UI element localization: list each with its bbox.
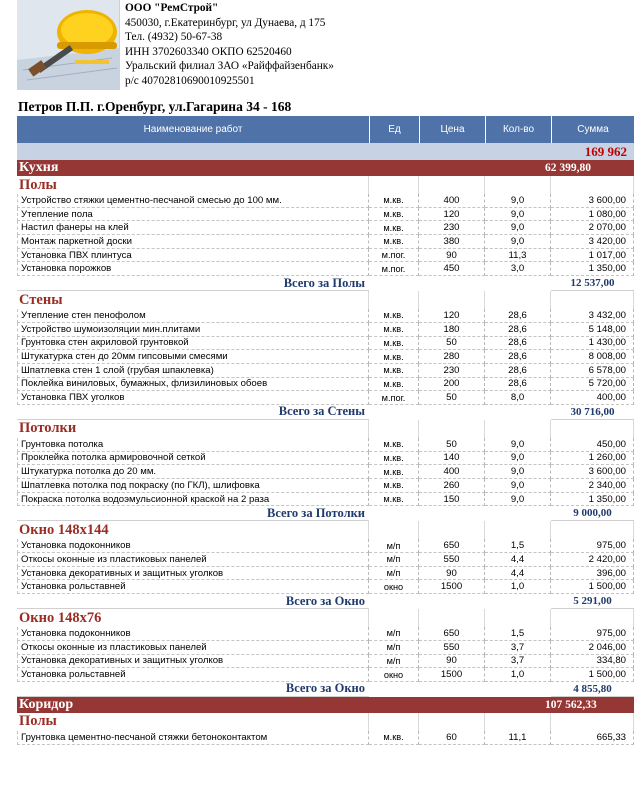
amount: 1 260,00 bbox=[551, 452, 634, 466]
amount: 3 420,00 bbox=[551, 235, 634, 249]
table-row bbox=[17, 627, 634, 641]
section-spacer bbox=[369, 713, 419, 731]
subtotal-label: Всего за Окно bbox=[17, 682, 369, 697]
work-name: Монтаж паркетной доски bbox=[17, 235, 369, 249]
work-name: Поклейка виниловых, бумажных, флизилиновых обоев bbox=[17, 378, 369, 392]
quantity: 11,1 bbox=[485, 731, 551, 745]
unit: м.кв. bbox=[369, 350, 419, 364]
amount: 6 578,00 bbox=[551, 364, 634, 378]
unit: м.кв. bbox=[369, 465, 419, 479]
amount: 1 080,00 bbox=[551, 208, 634, 222]
unit: м.кв. bbox=[369, 323, 419, 337]
section-spacer bbox=[419, 713, 485, 731]
section-spacer bbox=[485, 713, 551, 731]
subtotal-label: Всего за Потолки bbox=[17, 506, 369, 521]
subtotal-value: 12 537,00 bbox=[551, 276, 634, 291]
unit: м.кв. bbox=[369, 337, 419, 351]
section-title: Потолки bbox=[17, 420, 369, 438]
company-name: ООО "РемСтрой" bbox=[125, 2, 219, 14]
price: 90 bbox=[419, 655, 485, 669]
price: 200 bbox=[419, 378, 485, 392]
header-name: Наименование работ bbox=[143, 124, 243, 135]
amount: 1 017,00 bbox=[551, 249, 634, 263]
unit: м.кв. bbox=[369, 479, 419, 493]
quantity: 9,0 bbox=[485, 493, 551, 507]
price: 180 bbox=[419, 323, 485, 337]
work-name: Штукатурка стен до 20мм гипсовыми смесями bbox=[17, 350, 369, 364]
section-spacer bbox=[485, 291, 551, 309]
price: 380 bbox=[419, 235, 485, 249]
table-row bbox=[17, 465, 634, 479]
section-spacer bbox=[551, 609, 634, 627]
work-name: Настил фанеры на клей bbox=[17, 221, 369, 235]
section-header bbox=[17, 713, 634, 731]
quantity: 28,6 bbox=[485, 364, 551, 378]
quantity: 1,5 bbox=[485, 627, 551, 641]
section-spacer bbox=[485, 176, 551, 194]
subtotal-value: 4 855,80 bbox=[551, 682, 634, 697]
table-row bbox=[17, 391, 634, 405]
unit: м.кв. bbox=[369, 221, 419, 235]
amount: 396,00 bbox=[551, 567, 634, 581]
work-name: Установка рольставней bbox=[17, 668, 369, 682]
room-total: 107 562,33 bbox=[545, 698, 597, 711]
section-spacer bbox=[485, 420, 551, 438]
table-row bbox=[17, 262, 634, 276]
quantity: 9,0 bbox=[485, 194, 551, 208]
quantity: 8,0 bbox=[485, 391, 551, 405]
unit: м/п bbox=[369, 627, 419, 641]
quantity: 28,6 bbox=[485, 309, 551, 323]
work-name: Установка рольставней bbox=[17, 580, 369, 594]
work-name: Грунтовка стен акриловой грунтовкой bbox=[17, 337, 369, 351]
unit: м.кв. bbox=[369, 194, 419, 208]
table-row bbox=[17, 479, 634, 493]
section-spacer bbox=[369, 521, 419, 539]
amount: 1 350,00 bbox=[551, 493, 634, 507]
section-subtotal-row bbox=[17, 405, 634, 420]
amount: 3 600,00 bbox=[551, 194, 634, 208]
work-name: Откосы оконные из пластиковых панелей bbox=[17, 553, 369, 567]
table-row bbox=[17, 364, 634, 378]
table-row bbox=[17, 350, 634, 364]
section-spacer bbox=[369, 291, 419, 309]
amount: 3 432,00 bbox=[551, 309, 634, 323]
unit: м.кв. bbox=[369, 493, 419, 507]
table-row bbox=[17, 438, 634, 452]
section-subtotal-row bbox=[17, 506, 634, 521]
header-qty: Кол-во bbox=[485, 116, 551, 143]
work-name: Откосы оконные из пластиковых панелей bbox=[17, 641, 369, 655]
header-price: Цена bbox=[419, 116, 485, 143]
price: 550 bbox=[419, 641, 485, 655]
subtotal-value: 30 716,00 bbox=[551, 405, 634, 420]
price: 400 bbox=[419, 465, 485, 479]
amount: 665,33 bbox=[551, 731, 634, 745]
amount: 2 340,00 bbox=[551, 479, 634, 493]
amount: 450,00 bbox=[551, 438, 634, 452]
quantity: 9,0 bbox=[485, 479, 551, 493]
table-row bbox=[17, 553, 634, 567]
unit: м.пог. bbox=[369, 249, 419, 263]
room-name: Коридор bbox=[19, 696, 74, 712]
section-title: Полы bbox=[17, 176, 369, 194]
unit: окно bbox=[369, 668, 419, 682]
section-title: Окно 148х144 bbox=[17, 521, 369, 539]
unit: м.кв. bbox=[369, 452, 419, 466]
client-info: Петров П.П. г.Оренбург, ул.Гагарина 34 - 168 bbox=[18, 99, 292, 114]
work-name: Утепление стен пенофолом bbox=[17, 309, 369, 323]
unit: окно bbox=[369, 580, 419, 594]
section-spacer bbox=[419, 420, 485, 438]
table-row bbox=[17, 641, 634, 655]
quantity: 1,0 bbox=[485, 580, 551, 594]
section-spacer bbox=[485, 521, 551, 539]
section-title: Стены bbox=[17, 291, 369, 309]
table-row bbox=[17, 208, 634, 222]
quantity: 9,0 bbox=[485, 208, 551, 222]
subtotal-value: 9 000,00 bbox=[551, 506, 634, 521]
work-name: Шпатлевка потолка под покраску (по ГКЛ), шлифовка bbox=[17, 479, 369, 493]
section-spacer bbox=[419, 291, 485, 309]
quantity: 11,3 bbox=[485, 249, 551, 263]
section-spacer bbox=[369, 609, 419, 627]
subtotal-label: Всего за Полы bbox=[17, 276, 369, 291]
table-row bbox=[17, 194, 634, 208]
work-name: Проклейка потолка армировочной сеткой bbox=[17, 452, 369, 466]
amount: 2 420,00 bbox=[551, 553, 634, 567]
section-header bbox=[17, 609, 634, 627]
section-spacer bbox=[419, 521, 485, 539]
amount: 5 148,00 bbox=[551, 323, 634, 337]
company-account: р/с 40702810690010925501 bbox=[125, 74, 255, 87]
price: 650 bbox=[419, 539, 485, 553]
price: 260 bbox=[419, 479, 485, 493]
quantity: 28,6 bbox=[485, 337, 551, 351]
work-name: Покраска потолка водоэмульсионной краской на 2 раза bbox=[17, 493, 369, 507]
company-logo bbox=[17, 0, 120, 90]
price: 150 bbox=[419, 493, 485, 507]
header-sum: Сумма bbox=[551, 116, 634, 143]
quantity: 9,0 bbox=[485, 235, 551, 249]
table-row bbox=[17, 580, 634, 594]
work-name: Устройство шумоизоляции мин.плитами bbox=[17, 323, 369, 337]
subtotal-value: 5 291,00 bbox=[551, 594, 634, 609]
quantity: 28,6 bbox=[485, 323, 551, 337]
price: 120 bbox=[419, 309, 485, 323]
section-spacer bbox=[419, 176, 485, 194]
section-header bbox=[17, 291, 634, 309]
price: 50 bbox=[419, 337, 485, 351]
work-name: Установка ПВХ уголков bbox=[17, 391, 369, 405]
table-row bbox=[17, 567, 634, 581]
unit: м.кв. bbox=[369, 731, 419, 745]
section-spacer bbox=[369, 420, 419, 438]
section-spacer bbox=[551, 291, 634, 309]
price: 230 bbox=[419, 364, 485, 378]
price: 450 bbox=[419, 262, 485, 276]
section-subtotal-row bbox=[17, 594, 634, 609]
unit: м/п bbox=[369, 553, 419, 567]
price: 550 bbox=[419, 553, 485, 567]
header-unit: Ед bbox=[369, 116, 419, 143]
table-row bbox=[17, 493, 634, 507]
unit: м.кв. bbox=[369, 208, 419, 222]
estimate-table bbox=[17, 116, 634, 745]
quantity: 4,4 bbox=[485, 567, 551, 581]
room-header bbox=[17, 697, 634, 713]
price: 230 bbox=[419, 221, 485, 235]
price: 400 bbox=[419, 194, 485, 208]
unit: м/п bbox=[369, 655, 419, 669]
section-title: Полы bbox=[17, 713, 369, 731]
amount: 975,00 bbox=[551, 539, 634, 553]
price: 140 bbox=[419, 452, 485, 466]
table-row bbox=[17, 378, 634, 392]
amount: 3 600,00 bbox=[551, 465, 634, 479]
price: 650 bbox=[419, 627, 485, 641]
grand-total-row bbox=[17, 143, 634, 160]
section-spacer bbox=[551, 521, 634, 539]
quantity: 9,0 bbox=[485, 452, 551, 466]
price: 280 bbox=[419, 350, 485, 364]
company-ids: ИНН 3702603340 ОКПО 62520460 bbox=[125, 45, 292, 58]
unit: м.кв. bbox=[369, 364, 419, 378]
table-row bbox=[17, 337, 634, 351]
price: 90 bbox=[419, 567, 485, 581]
amount: 400,00 bbox=[551, 391, 634, 405]
room-name: Кухня bbox=[19, 160, 59, 175]
unit: м.кв. bbox=[369, 378, 419, 392]
work-name: Грунтовка потолка bbox=[17, 438, 369, 452]
price: 50 bbox=[419, 438, 485, 452]
table-row bbox=[17, 323, 634, 337]
price: 60 bbox=[419, 731, 485, 745]
grand-total: 169 962 bbox=[584, 143, 627, 159]
section-spacer bbox=[485, 609, 551, 627]
unit: м/п bbox=[369, 567, 419, 581]
amount: 8 008,00 bbox=[551, 350, 634, 364]
work-name: Установка декоративных и защитных уголков bbox=[17, 655, 369, 669]
section-header bbox=[17, 521, 634, 539]
company-details bbox=[125, 1, 334, 89]
section-subtotal-row bbox=[17, 682, 634, 697]
quantity: 28,6 bbox=[485, 378, 551, 392]
table-row bbox=[17, 655, 634, 669]
room-header bbox=[17, 160, 634, 176]
amount: 334,80 bbox=[551, 655, 634, 669]
work-name: Утепление пола bbox=[17, 208, 369, 222]
price: 50 bbox=[419, 391, 485, 405]
work-name: Установка подоконников bbox=[17, 539, 369, 553]
unit: м/п bbox=[369, 641, 419, 655]
quantity: 1,0 bbox=[485, 668, 551, 682]
quantity: 3,7 bbox=[485, 641, 551, 655]
amount: 1 430,00 bbox=[551, 337, 634, 351]
amount: 1 350,00 bbox=[551, 262, 634, 276]
section-spacer bbox=[551, 176, 634, 194]
amount: 1 500,00 bbox=[551, 580, 634, 594]
table-row bbox=[17, 539, 634, 553]
quantity: 1,5 bbox=[485, 539, 551, 553]
section-spacer bbox=[419, 609, 485, 627]
quantity: 9,0 bbox=[485, 438, 551, 452]
quantity: 3,0 bbox=[485, 262, 551, 276]
section-spacer bbox=[551, 420, 634, 438]
price: 120 bbox=[419, 208, 485, 222]
amount: 5 720,00 bbox=[551, 378, 634, 392]
work-name: Установка декоративных и защитных уголков bbox=[17, 567, 369, 581]
table-row bbox=[17, 309, 634, 323]
quantity: 9,0 bbox=[485, 465, 551, 479]
amount: 1 500,00 bbox=[551, 668, 634, 682]
table-row bbox=[17, 452, 634, 466]
work-name: Грунтовка цементно-песчаной стяжки бетоноконтактом bbox=[17, 731, 369, 745]
work-name: Установка порожков bbox=[17, 262, 369, 276]
subtotal-label: Всего за Стены bbox=[17, 405, 369, 420]
unit: м.пог. bbox=[369, 262, 419, 276]
price: 90 bbox=[419, 249, 485, 263]
work-name: Установка ПВХ плинтуса bbox=[17, 249, 369, 263]
amount: 2 070,00 bbox=[551, 221, 634, 235]
section-header bbox=[17, 420, 634, 438]
table-row bbox=[17, 731, 634, 745]
price: 1500 bbox=[419, 668, 485, 682]
section-spacer bbox=[551, 713, 634, 731]
company-bank: Уральский филиал ЗАО «Райффайзенбанк» bbox=[125, 60, 334, 73]
unit: м.пог. bbox=[369, 391, 419, 405]
table-row bbox=[17, 235, 634, 249]
table-row bbox=[17, 249, 634, 263]
section-spacer bbox=[369, 176, 419, 194]
company-address: 450030, г.Екатеринбург, ул Дунаева, д 175 bbox=[125, 16, 326, 29]
amount: 2 046,00 bbox=[551, 641, 634, 655]
work-name: Шпатлевка стен 1 слой (грубая шпаклевка) bbox=[17, 364, 369, 378]
quantity: 4,4 bbox=[485, 553, 551, 567]
unit: м.кв. bbox=[369, 235, 419, 249]
table-row bbox=[17, 668, 634, 682]
table-row bbox=[17, 221, 634, 235]
unit: м.кв. bbox=[369, 309, 419, 323]
room-total: 62 399,80 bbox=[545, 162, 591, 174]
section-title: Окно 148х76 bbox=[17, 609, 369, 627]
table-header bbox=[17, 116, 634, 143]
section-header bbox=[17, 176, 634, 194]
company-phone: Тел. (4932) 50-67-38 bbox=[125, 31, 223, 44]
work-name: Устройство стяжки цементно-песчаной смесью до 100 мм. bbox=[17, 194, 369, 208]
amount: 975,00 bbox=[551, 627, 634, 641]
quantity: 28,6 bbox=[485, 350, 551, 364]
work-name: Установка подоконников bbox=[17, 627, 369, 641]
unit: м/п bbox=[369, 539, 419, 553]
price: 1500 bbox=[419, 580, 485, 594]
subtotal-label: Всего за Окно bbox=[17, 594, 369, 609]
unit: м.кв. bbox=[369, 438, 419, 452]
section-subtotal-row bbox=[17, 276, 634, 291]
logo-hardhat-tools-icon bbox=[17, 0, 120, 90]
quantity: 9,0 bbox=[485, 221, 551, 235]
work-name: Штукатурка потолка до 20 мм. bbox=[17, 465, 369, 479]
quantity: 3,7 bbox=[485, 655, 551, 669]
